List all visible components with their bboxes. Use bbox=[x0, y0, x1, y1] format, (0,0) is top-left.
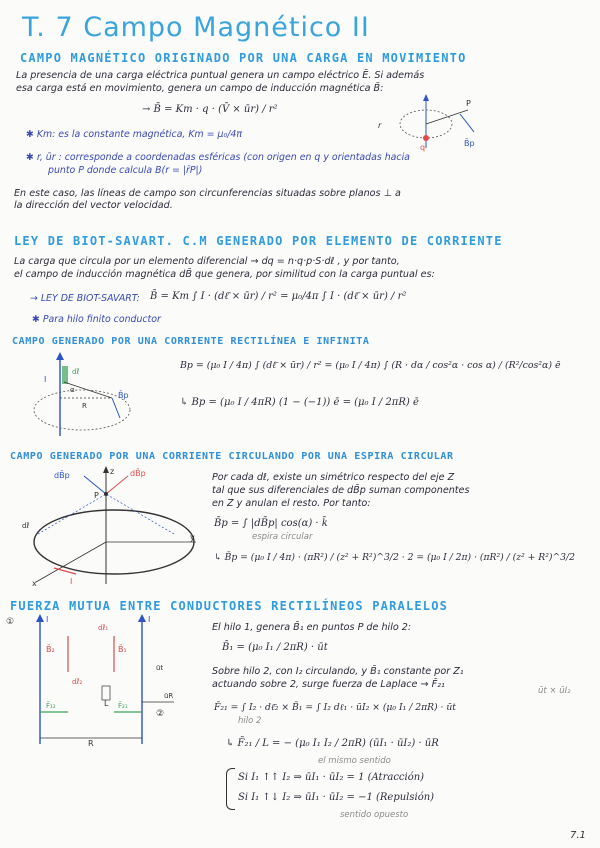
r-label: r bbox=[378, 121, 382, 130]
hilo-note: ✱ Para hilo finito conductor bbox=[32, 314, 161, 325]
biot-law-formula: B̄ = Km ∫ I · (dℓ̄ × ūr) / r² = μ₀/4π ∫ I · (dℓ̄ × ūr) / r² bbox=[150, 291, 407, 302]
fuerza-eq1: B̄₁ = (μ₀ I₁ / 2πR) · ūt bbox=[222, 642, 328, 653]
moving-charge-figure bbox=[370, 92, 482, 152]
p-label-espira: P bbox=[94, 491, 99, 500]
section-heading-espira: CAMPO GENERADO POR UNA CORRIENTE CIRCULANDO POR UNA ESPIRA CIRCULAR bbox=[10, 451, 454, 462]
fuerza-text-1: El hilo 1, genera B̄₁ en puntos P de hilo 2: bbox=[212, 622, 412, 633]
dbp2-label: dB̄p bbox=[130, 469, 146, 478]
section-heading-fuerza-mutua: FUERZA MUTUA ENTRE CONDUCTORES RECTILÍNEOS PARALELOS bbox=[10, 599, 449, 613]
dl2-label: dℓ̄₂ bbox=[72, 678, 83, 686]
dl-label-espira: dℓ̄ bbox=[22, 522, 30, 530]
espira-eq1-note: espira circular bbox=[252, 532, 313, 542]
f12-label: F̄₁₂ bbox=[46, 702, 56, 710]
z-label: z bbox=[110, 467, 115, 476]
rectilinea-eq2: ↳ Bp = (μ₀ I / 4πR) (1 − (−1)) ē = (μ₀ I / 2πR) ē bbox=[180, 397, 419, 408]
f21-label: F̄₂₁ bbox=[118, 702, 128, 710]
fuerza-eq3-note: el mismo sentido bbox=[318, 756, 391, 766]
biot-line-2: el campo de inducción magnética dB̄ que genera, por similitud con la carga puntual es: bbox=[14, 269, 435, 280]
intro-line-1: La presencia de una carga eléctrica puntual genera un campo eléctrico Ē. Si además bbox=[16, 70, 425, 81]
rectilinear-wire-figure bbox=[20, 352, 140, 440]
rectilinea-eq1: Bp = (μ₀ I / 4π) ∫ (dℓ̄ × ūr) / r² = (μ₀ I / 4π) ∫ (R · dα / cos²α · cos α) / (R²/cos²α) ē bbox=[180, 360, 561, 371]
fuerza-eq2: F̄₂₁ = ∫ I₂ · dℓ̄₂ × B̄₁ = ∫ I₂ dℓ₁ · ūI₂ × (μ₀ I₁ / 2πR) · ūt bbox=[214, 702, 456, 713]
section-heading-biot-savart: LEY DE BIOT-SAVART. C.M GENERADO POR ELEMENTO DE CORRIENTE bbox=[14, 234, 503, 248]
fuerza-text-3: actuando sobre 2, surge fuerza de Laplace → F̄₂₁ bbox=[212, 679, 445, 690]
lorentz-b-formula: → B̄ = Km · q · (V̄ × ūr) / r² bbox=[142, 104, 278, 115]
fuerza-eq2-sub: hilo 2 bbox=[238, 716, 262, 726]
bp-label: B̄p bbox=[464, 139, 475, 148]
bp-label-rect: B̄p bbox=[118, 391, 129, 400]
parallel-conductors-figure bbox=[6, 612, 206, 748]
ur-label: ūR bbox=[164, 692, 174, 700]
page-title: T. 7 Campo Magnético II bbox=[22, 12, 370, 43]
conclusion-line-1: En este caso, las líneas de campo son circunferencias situadas sobre planos ⊥ a bbox=[14, 188, 401, 199]
espira-eq1: B̄p = ∫ |dB̄p| cos(α) · k̄ bbox=[214, 518, 328, 529]
y-label: y bbox=[190, 533, 195, 542]
biot-line-1: La carga que circula por un elemento diferencial → dq = n·q·p·S·dℓ , y por tanto, bbox=[14, 256, 400, 267]
fuerza-case-note: sentido opuesto bbox=[340, 810, 409, 820]
page-number: 7.1 bbox=[570, 830, 586, 841]
r-note-2: punto P donde calcula B(r = |r̄P|) bbox=[48, 165, 203, 176]
b2-label: B̄₂ bbox=[46, 645, 55, 654]
fuerza-eq3: ↳ F̄₂₁ / L = − (μ₀ I₁ I₂ / 2πR) (ūI₁ · ūI₂) · ūR bbox=[226, 738, 439, 749]
x-label: x bbox=[32, 579, 37, 588]
i-label: I bbox=[44, 375, 47, 384]
q-label: q bbox=[420, 143, 426, 152]
r-note-1: ✱ r, ūr : corresponde a coordenadas esféricas (con origen en q y orientadas hacia bbox=[26, 152, 410, 163]
conclusion-line-2: la dirección del vector velocidad. bbox=[14, 200, 173, 211]
r-label-fuerza: R bbox=[88, 739, 94, 748]
fuerza-case-1: Si I₁ ↑↑ I₂ ⇒ ūI₁ · ūI₂ = 1 (Atracción) bbox=[238, 772, 425, 783]
espira-eq2: ↳ B̄p = (μ₀ I / 4π) · (πR²) / (z² + R²)^3/2 · 2 = (μ₀ I / 2π) · (πR²) / (z² + R²)^3/2 bbox=[214, 552, 575, 563]
espira-text-2: tal que sus diferenciales de dB̄p suman componentes bbox=[212, 485, 470, 496]
l-label: L bbox=[104, 699, 109, 708]
i-label-espira: I bbox=[70, 577, 73, 586]
section-heading-carga-movimiento: CAMPO MAGNÉTICO ORIGINADO POR UNA CARGA EN MOVIMIENTO bbox=[20, 51, 467, 65]
r-label-rect: R bbox=[82, 402, 87, 410]
fuerza-case-2: Si I₁ ↑↓ I₂ ⇒ ūI₁ · ūI₂ = −1 (Repulsión) bbox=[238, 792, 435, 803]
fuerza-text-2: Sobre hilo 2, con I₂ circulando, y B̄₁ constante por Z₁ bbox=[212, 666, 464, 677]
i1-label: I bbox=[46, 615, 49, 624]
dbp-label: dB̄p bbox=[54, 471, 70, 480]
espira-text-1: Por cada dℓ, existe un simétrico respecto del eje Z bbox=[212, 472, 455, 483]
p-label: P bbox=[466, 99, 471, 108]
alpha-label: α bbox=[70, 386, 75, 394]
wire1-label: ① bbox=[6, 617, 15, 627]
dl1-label: dℓ̄₁ bbox=[98, 624, 109, 632]
espira-text-3: en Z y anulan el resto. Por tanto: bbox=[212, 498, 371, 509]
dl-label: dℓ̄ bbox=[72, 368, 80, 376]
intro-line-2: esa carga está en movimiento, genera un campo de inducción magnética B̄: bbox=[16, 83, 384, 94]
section-heading-rectilinea: CAMPO GENERADO POR UNA CORRIENTE RECTILÍNEA E INFINITA bbox=[12, 336, 370, 347]
b1-label: B̄₁ bbox=[118, 645, 127, 654]
cases-brace bbox=[226, 768, 235, 810]
km-note: ✱ Km: es la constante magnética, Km = μ₀/4π bbox=[26, 129, 242, 140]
i2-label: I bbox=[148, 615, 151, 624]
circular-loop-figure bbox=[14, 464, 204, 588]
wire2-label: ② bbox=[156, 709, 165, 719]
ut-label: ūt bbox=[156, 664, 164, 672]
fuerza-side-note: ūt × ūI₂ bbox=[538, 686, 571, 696]
biot-law-label: → LEY DE BIOT-SAVART: bbox=[30, 293, 140, 304]
